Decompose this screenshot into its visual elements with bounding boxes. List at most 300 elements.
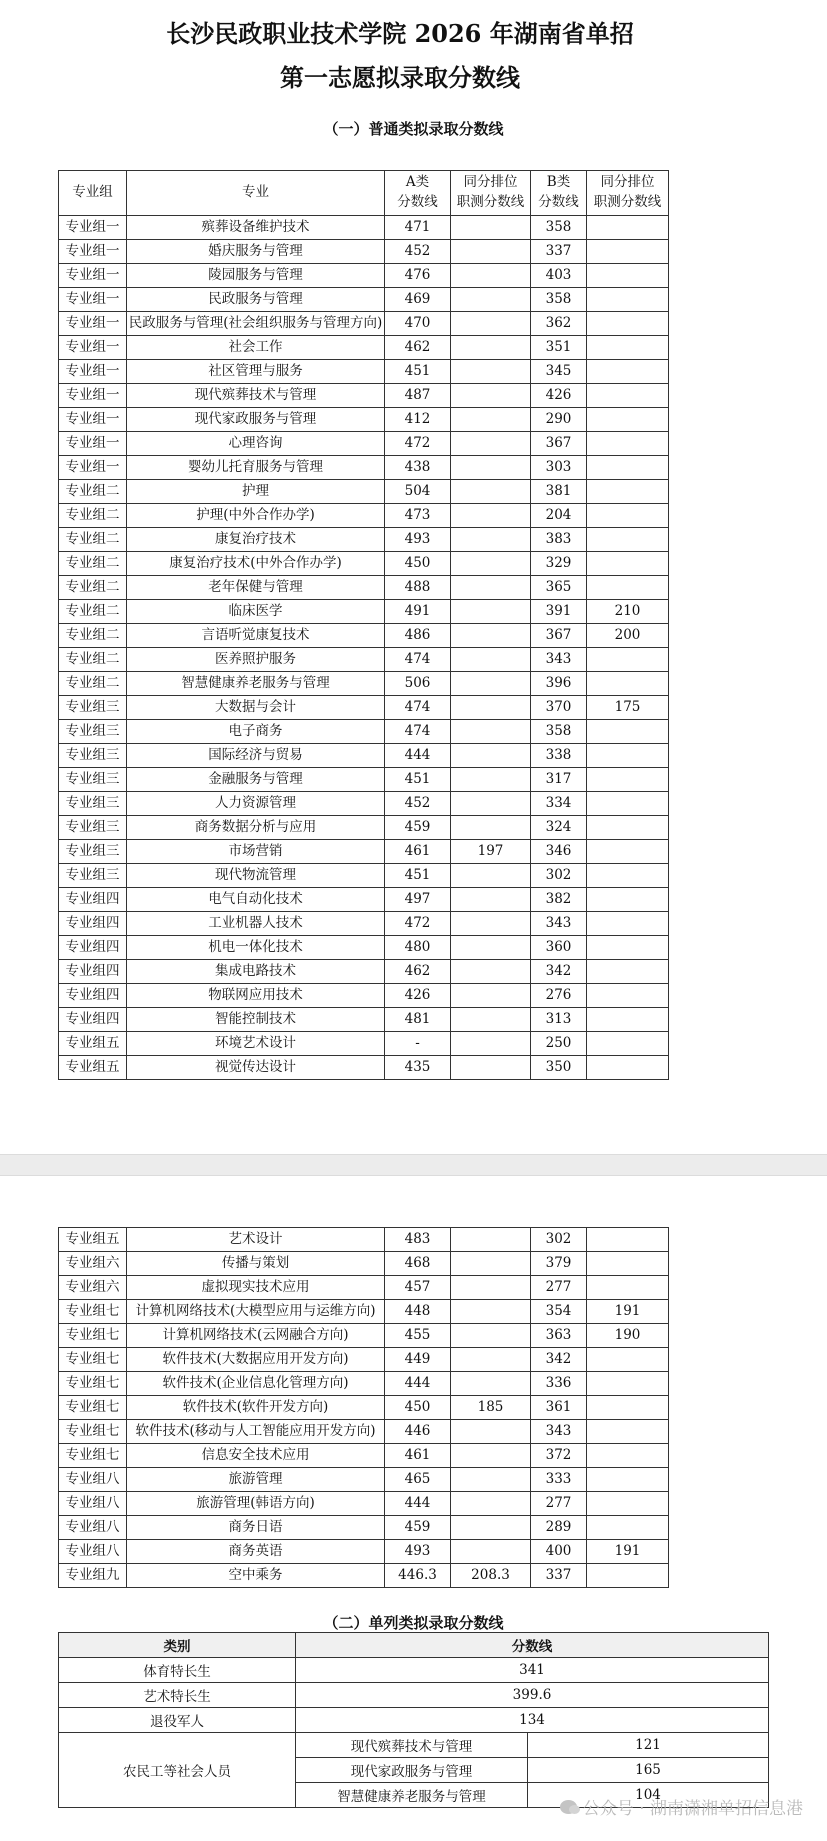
- a-tiebreak-cell: [451, 552, 531, 576]
- table-row: [59, 1444, 669, 1468]
- group-cell: 专业组五: [59, 1032, 127, 1056]
- a-tiebreak-cell: 185: [451, 1396, 531, 1420]
- b-score-cell: 354: [531, 1300, 587, 1324]
- a-score-cell: 481: [385, 1008, 451, 1032]
- table-row: [59, 1276, 669, 1300]
- a-score-cell: 474: [385, 720, 451, 744]
- a-score-cell: 476: [385, 264, 451, 288]
- b-tiebreak-cell: 210: [587, 600, 669, 624]
- table-row: [59, 624, 669, 648]
- major-cell: 民政服务与管理: [127, 288, 385, 312]
- b-tiebreak-cell: [587, 984, 669, 1008]
- table-row: [59, 720, 669, 744]
- table-row: [59, 528, 669, 552]
- b-score-cell: 277: [531, 1276, 587, 1300]
- a-tiebreak-cell: [451, 720, 531, 744]
- major-cell: 商务日语: [127, 1516, 385, 1540]
- group-cell: 专业组二: [59, 552, 127, 576]
- category-cell: 艺术特长生: [59, 1683, 296, 1708]
- regular-score-table: [58, 170, 669, 1080]
- b-tiebreak-cell: 191: [587, 1540, 669, 1564]
- b-tiebreak-cell: [587, 504, 669, 528]
- b-score-cell: 276: [531, 984, 587, 1008]
- table-row: [59, 408, 669, 432]
- group-cell: 专业组一: [59, 240, 127, 264]
- b-tiebreak-cell: [587, 1348, 669, 1372]
- group-cell: 专业组三: [59, 696, 127, 720]
- table-row: [59, 600, 669, 624]
- table-row: [59, 1056, 669, 1080]
- category-cell: 退役军人: [59, 1708, 296, 1733]
- b-tiebreak-cell: [587, 792, 669, 816]
- a-tiebreak-cell: [451, 216, 531, 240]
- b-tiebreak-cell: [587, 576, 669, 600]
- major-cell: 智慧健康养老服务与管理: [127, 672, 385, 696]
- group-cell: 专业组二: [59, 648, 127, 672]
- a-tiebreak-cell: [451, 504, 531, 528]
- table-row: [59, 1468, 669, 1492]
- a-tiebreak-cell: [451, 888, 531, 912]
- table-row: [59, 1733, 769, 1758]
- b-tiebreak-cell: [587, 336, 669, 360]
- a-tiebreak-cell: [451, 1540, 531, 1564]
- a-score-cell: 446.3: [385, 1564, 451, 1588]
- a-tiebreak-cell: [451, 1276, 531, 1300]
- major-cell: 心理咨询: [127, 432, 385, 456]
- table-row: [59, 1228, 669, 1252]
- special-score-table: [58, 1632, 769, 1808]
- b-score-cell: 358: [531, 216, 587, 240]
- group-cell: 专业组一: [59, 408, 127, 432]
- score-cell: 399.6: [296, 1683, 769, 1708]
- group-cell: 专业组一: [59, 288, 127, 312]
- b-tiebreak-cell: [587, 384, 669, 408]
- b-tiebreak-cell: [587, 528, 669, 552]
- major-cell: 虚拟现实技术应用: [127, 1276, 385, 1300]
- page-break-divider: [0, 1154, 827, 1176]
- b-tiebreak-cell: [587, 960, 669, 984]
- section2-heading: （二）单列类拟录取分数线: [323, 1614, 504, 1632]
- a-tiebreak-cell: [451, 672, 531, 696]
- table-row: [59, 1492, 669, 1516]
- major-cell: 旅游管理: [127, 1468, 385, 1492]
- a-score-cell: 471: [385, 216, 451, 240]
- group-cell: 专业组八: [59, 1492, 127, 1516]
- a-tiebreak-cell: [451, 288, 531, 312]
- b-score-cell: 382: [531, 888, 587, 912]
- major-cell: 社区管理与服务: [127, 360, 385, 384]
- b-tiebreak-cell: [587, 1492, 669, 1516]
- table-row: [59, 696, 669, 720]
- b-tiebreak-cell: [587, 768, 669, 792]
- header-category: 类别: [59, 1633, 296, 1658]
- b-tiebreak-cell: [587, 1252, 669, 1276]
- major-cell: 电气自动化技术: [127, 888, 385, 912]
- watermark: [560, 1794, 803, 1819]
- major-cell: 现代物流管理: [127, 864, 385, 888]
- b-score-cell: 358: [531, 288, 587, 312]
- table-row: [59, 456, 669, 480]
- major-cell: 康复治疗技术: [127, 528, 385, 552]
- b-tiebreak-cell: [587, 240, 669, 264]
- b-tiebreak-cell: [587, 360, 669, 384]
- b-score-cell: 334: [531, 792, 587, 816]
- b-score-cell: 391: [531, 600, 587, 624]
- b-tiebreak-cell: [587, 888, 669, 912]
- b-score-cell: 396: [531, 672, 587, 696]
- table-row: [59, 1564, 669, 1588]
- score-cell: 134: [296, 1708, 769, 1733]
- b-score-cell: 333: [531, 1468, 587, 1492]
- group-cell: 专业组七: [59, 1324, 127, 1348]
- a-score-cell: 444: [385, 1492, 451, 1516]
- a-tiebreak-cell: [451, 744, 531, 768]
- b-tiebreak-cell: [587, 720, 669, 744]
- group-cell: 专业组四: [59, 1008, 127, 1032]
- major-cell: 临床医学: [127, 600, 385, 624]
- group-cell: 专业组一: [59, 456, 127, 480]
- a-tiebreak-cell: [451, 984, 531, 1008]
- table-row: [59, 1396, 669, 1420]
- major-cell: 软件技术(大数据应用开发方向): [127, 1348, 385, 1372]
- b-score-cell: 337: [531, 1564, 587, 1588]
- b-tiebreak-cell: [587, 480, 669, 504]
- a-score-cell: 493: [385, 1540, 451, 1564]
- group-cell: 专业组二: [59, 480, 127, 504]
- b-score-cell: 302: [531, 864, 587, 888]
- b-tiebreak-cell: [587, 408, 669, 432]
- group-cell: 专业组三: [59, 792, 127, 816]
- a-tiebreak-cell: [451, 1228, 531, 1252]
- a-tiebreak-cell: [451, 1420, 531, 1444]
- b-score-cell: 343: [531, 912, 587, 936]
- watermark-text: 公众号 · 湖南潇湘单招信息港: [582, 1799, 803, 1819]
- b-score-cell: 337: [531, 240, 587, 264]
- group-cell: 专业组二: [59, 624, 127, 648]
- table-row: [59, 1032, 669, 1056]
- group-cell: 专业组一: [59, 360, 127, 384]
- table-row: [59, 984, 669, 1008]
- major-cell: 康复治疗技术(中外合作办学): [127, 552, 385, 576]
- major-cell: 信息安全技术应用: [127, 1444, 385, 1468]
- b-score-cell: 338: [531, 744, 587, 768]
- major-cell: 环境艺术设计: [127, 1032, 385, 1056]
- a-score-cell: 451: [385, 360, 451, 384]
- table-row: [59, 816, 669, 840]
- a-tiebreak-cell: [451, 648, 531, 672]
- a-tiebreak-cell: [451, 1252, 531, 1276]
- major-cell: 婴幼儿托育服务与管理: [127, 456, 385, 480]
- group-cell: 专业组六: [59, 1252, 127, 1276]
- a-score-cell: 461: [385, 840, 451, 864]
- a-tiebreak-cell: [451, 696, 531, 720]
- table-row: [59, 1372, 669, 1396]
- b-score-cell: 351: [531, 336, 587, 360]
- major-cell: 现代殡葬技术与管理: [127, 384, 385, 408]
- table-row: [59, 840, 669, 864]
- score-cell: 165: [528, 1758, 769, 1783]
- table-row: [59, 768, 669, 792]
- a-score-cell: 450: [385, 552, 451, 576]
- a-tiebreak-cell: [451, 576, 531, 600]
- b-tiebreak-cell: 200: [587, 624, 669, 648]
- a-tiebreak-cell: [451, 336, 531, 360]
- a-score-cell: 491: [385, 600, 451, 624]
- group-cell: 专业组二: [59, 528, 127, 552]
- header-group: 专业组: [59, 171, 127, 216]
- group-cell: 专业组六: [59, 1276, 127, 1300]
- b-tiebreak-cell: [587, 840, 669, 864]
- table-row: [59, 1420, 669, 1444]
- major-cell: 大数据与会计: [127, 696, 385, 720]
- b-tiebreak-cell: [587, 1420, 669, 1444]
- table-row: [59, 1683, 769, 1708]
- group-cell: 专业组三: [59, 816, 127, 840]
- group-cell: 专业组二: [59, 672, 127, 696]
- major-cell: 言语听觉康复技术: [127, 624, 385, 648]
- b-tiebreak-cell: [587, 1516, 669, 1540]
- table-header-row: [59, 171, 669, 216]
- b-score-cell: 343: [531, 1420, 587, 1444]
- a-score-cell: 446: [385, 1420, 451, 1444]
- major-cell: 软件技术(软件开发方向): [127, 1396, 385, 1420]
- a-score-cell: 426: [385, 984, 451, 1008]
- b-tiebreak-cell: [587, 744, 669, 768]
- b-score-cell: 372: [531, 1444, 587, 1468]
- group-cell: 专业组四: [59, 984, 127, 1008]
- b-score-cell: 383: [531, 528, 587, 552]
- a-score-cell: 472: [385, 432, 451, 456]
- a-score-cell: 455: [385, 1324, 451, 1348]
- b-tiebreak-cell: [587, 288, 669, 312]
- table-row: [59, 912, 669, 936]
- table-row: [59, 960, 669, 984]
- b-tiebreak-cell: [587, 864, 669, 888]
- b-score-cell: 358: [531, 720, 587, 744]
- a-tiebreak-cell: [451, 864, 531, 888]
- table-row: [59, 1300, 669, 1324]
- a-tiebreak-cell: 197: [451, 840, 531, 864]
- major-cell: 商务数据分析与应用: [127, 816, 385, 840]
- b-score-cell: 345: [531, 360, 587, 384]
- a-score-cell: 461: [385, 1444, 451, 1468]
- group-cell: 专业组四: [59, 960, 127, 984]
- page-title-line1: 长沙民政职业技术学院 2026 年湖南省单招: [166, 19, 634, 48]
- a-tiebreak-cell: [451, 432, 531, 456]
- group-cell: 专业组一: [59, 216, 127, 240]
- b-score-cell: 381: [531, 480, 587, 504]
- table-row: [59, 312, 669, 336]
- header-a-score: A类 分数线: [385, 171, 451, 216]
- a-score-cell: 488: [385, 576, 451, 600]
- group-cell: 专业组九: [59, 1564, 127, 1588]
- table-row: [59, 240, 669, 264]
- b-score-cell: 367: [531, 432, 587, 456]
- major-cell: 智能控制技术: [127, 1008, 385, 1032]
- a-score-cell: 486: [385, 624, 451, 648]
- a-tiebreak-cell: [451, 792, 531, 816]
- major-cell: 机电一体化技术: [127, 936, 385, 960]
- b-score-cell: 313: [531, 1008, 587, 1032]
- major-cell: 视觉传达设计: [127, 1056, 385, 1080]
- table-row: [59, 360, 669, 384]
- table-row: [59, 264, 669, 288]
- table-row: [59, 672, 669, 696]
- a-tiebreak-cell: [451, 600, 531, 624]
- a-score-cell: 504: [385, 480, 451, 504]
- a-score-cell: 468: [385, 1252, 451, 1276]
- major-cell: 医养照护服务: [127, 648, 385, 672]
- major-cell: 现代家政服务与管理: [127, 408, 385, 432]
- a-score-cell: 480: [385, 936, 451, 960]
- table-row: [59, 216, 669, 240]
- a-score-cell: 470: [385, 312, 451, 336]
- a-score-cell: 438: [385, 456, 451, 480]
- group-cell: 专业组五: [59, 1056, 127, 1080]
- a-tiebreak-cell: [451, 1056, 531, 1080]
- a-score-cell: 483: [385, 1228, 451, 1252]
- major-cell: 金融服务与管理: [127, 768, 385, 792]
- b-score-cell: 342: [531, 1348, 587, 1372]
- a-score-cell: 497: [385, 888, 451, 912]
- category-cell-merged: 农民工等社会人员: [59, 1733, 296, 1808]
- major-cell: 空中乘务: [127, 1564, 385, 1588]
- section1-heading: （一）普通类拟录取分数线: [323, 120, 504, 138]
- header-b-tiebreak: 同分排位 职测分数线: [587, 171, 669, 216]
- group-cell: 专业组三: [59, 840, 127, 864]
- group-cell: 专业组一: [59, 264, 127, 288]
- major-cell: 电子商务: [127, 720, 385, 744]
- major-cell: 老年保健与管理: [127, 576, 385, 600]
- a-tiebreak-cell: [451, 1324, 531, 1348]
- a-tiebreak-cell: [451, 960, 531, 984]
- b-tiebreak-cell: [587, 816, 669, 840]
- group-cell: 专业组二: [59, 504, 127, 528]
- wechat-icon: [560, 1800, 577, 1814]
- b-score-cell: 302: [531, 1228, 587, 1252]
- b-tiebreak-cell: [587, 1372, 669, 1396]
- a-tiebreak-cell: [451, 360, 531, 384]
- a-score-cell: 474: [385, 648, 451, 672]
- table-row: [59, 792, 669, 816]
- b-score-cell: 329: [531, 552, 587, 576]
- group-cell: 专业组三: [59, 744, 127, 768]
- a-tiebreak-cell: [451, 1008, 531, 1032]
- table-row: [59, 576, 669, 600]
- group-cell: 专业组七: [59, 1444, 127, 1468]
- major-cell: 护理: [127, 480, 385, 504]
- table-row: [59, 1658, 769, 1683]
- group-cell: 专业组七: [59, 1348, 127, 1372]
- major-cell: 陵园服务与管理: [127, 264, 385, 288]
- b-score-cell: 346: [531, 840, 587, 864]
- b-tiebreak-cell: [587, 1468, 669, 1492]
- b-tiebreak-cell: 175: [587, 696, 669, 720]
- table-row: [59, 864, 669, 888]
- a-tiebreak-cell: [451, 456, 531, 480]
- major-cell: 婚庆服务与管理: [127, 240, 385, 264]
- major-cell: 计算机网络技术(云网融合方向): [127, 1324, 385, 1348]
- a-score-cell: 487: [385, 384, 451, 408]
- b-tiebreak-cell: [587, 264, 669, 288]
- major-cell: 护理(中外合作办学): [127, 504, 385, 528]
- a-score-cell: 449: [385, 1348, 451, 1372]
- table-header-row: [59, 1633, 769, 1658]
- b-score-cell: 350: [531, 1056, 587, 1080]
- b-tiebreak-cell: 190: [587, 1324, 669, 1348]
- a-score-cell: 462: [385, 336, 451, 360]
- regular-score-table-continued: [58, 1227, 669, 1588]
- group-cell: 专业组八: [59, 1516, 127, 1540]
- major-cell: 现代殡葬技术与管理: [296, 1733, 528, 1758]
- b-score-cell: 204: [531, 504, 587, 528]
- b-tiebreak-cell: [587, 1228, 669, 1252]
- a-tiebreak-cell: [451, 528, 531, 552]
- b-score-cell: 342: [531, 960, 587, 984]
- group-cell: 专业组二: [59, 576, 127, 600]
- b-score-cell: 360: [531, 936, 587, 960]
- table-row: [59, 744, 669, 768]
- b-tiebreak-cell: [587, 1032, 669, 1056]
- group-cell: 专业组一: [59, 384, 127, 408]
- header-major: 专业: [127, 171, 385, 216]
- b-score-cell: 426: [531, 384, 587, 408]
- a-tiebreak-cell: [451, 312, 531, 336]
- a-tiebreak-cell: [451, 912, 531, 936]
- a-tiebreak-cell: [451, 768, 531, 792]
- table-row: [59, 936, 669, 960]
- score-cell: 341: [296, 1658, 769, 1683]
- a-tiebreak-cell: [451, 1372, 531, 1396]
- b-tiebreak-cell: [587, 1444, 669, 1468]
- table-row: [59, 1008, 669, 1032]
- table-row: [59, 1540, 669, 1564]
- major-cell: 工业机器人技术: [127, 912, 385, 936]
- major-cell: 市场营销: [127, 840, 385, 864]
- major-cell: 计算机网络技术(大模型应用与运维方向): [127, 1300, 385, 1324]
- table-row: [59, 480, 669, 504]
- a-score-cell: 472: [385, 912, 451, 936]
- category-cell: 体育特长生: [59, 1658, 296, 1683]
- b-score-cell: 362: [531, 312, 587, 336]
- a-score-cell: 412: [385, 408, 451, 432]
- b-tiebreak-cell: [587, 432, 669, 456]
- a-tiebreak-cell: [451, 1516, 531, 1540]
- b-tiebreak-cell: [587, 216, 669, 240]
- group-cell: 专业组七: [59, 1396, 127, 1420]
- table-row: [59, 432, 669, 456]
- table-row: [59, 1516, 669, 1540]
- b-tiebreak-cell: [587, 912, 669, 936]
- a-tiebreak-cell: [451, 624, 531, 648]
- b-tiebreak-cell: [587, 1276, 669, 1300]
- a-tiebreak-cell: [451, 1300, 531, 1324]
- b-score-cell: 289: [531, 1516, 587, 1540]
- b-tiebreak-cell: [587, 1396, 669, 1420]
- major-cell: 智慧健康养老服务与管理: [296, 1783, 528, 1808]
- group-cell: 专业组四: [59, 888, 127, 912]
- b-tiebreak-cell: [587, 1056, 669, 1080]
- major-cell: 现代家政服务与管理: [296, 1758, 528, 1783]
- table-row: [59, 1708, 769, 1733]
- table-row: [59, 1348, 669, 1372]
- b-score-cell: 290: [531, 408, 587, 432]
- major-cell: 物联网应用技术: [127, 984, 385, 1008]
- b-score-cell: 365: [531, 576, 587, 600]
- a-tiebreak-cell: [451, 264, 531, 288]
- a-score-cell: 452: [385, 792, 451, 816]
- group-cell: 专业组八: [59, 1468, 127, 1492]
